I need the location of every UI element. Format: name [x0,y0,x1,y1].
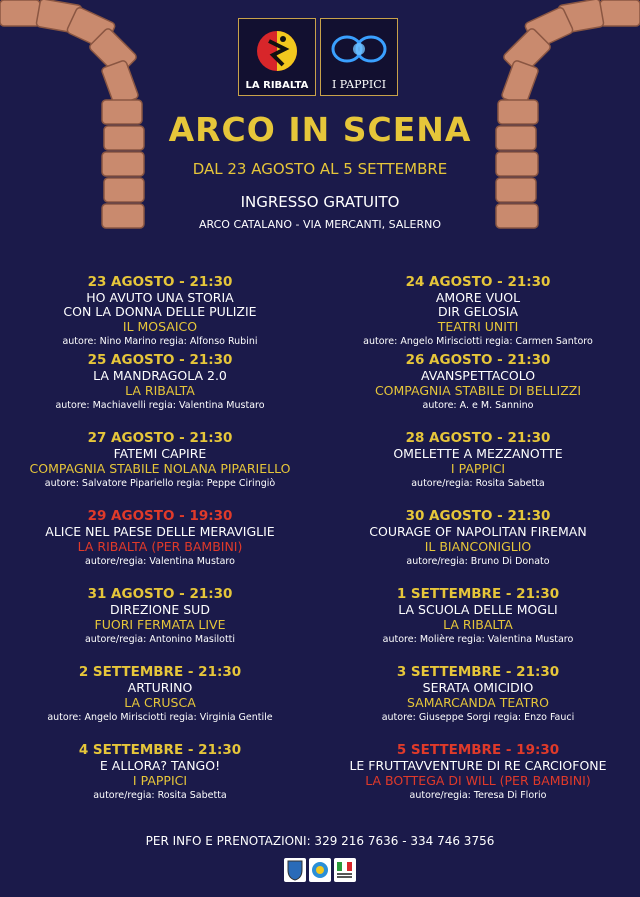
event-item [0,508,320,586]
event-company: TEATRI UNITI [437,319,519,334]
event-item [318,430,638,508]
event-company: LA RIBALTA [443,617,513,632]
i-pappici-emblem-icon [321,19,397,79]
event-item [0,742,320,820]
logo-label: I PAPPICI [331,78,387,91]
la-ribalta-emblem-icon [239,19,315,79]
event-credits: autore: Giuseppe Sorgi regia: Enzo Fauci [381,712,575,723]
festival-dates: DAL 23 AGOSTO AL 5 SETTEMBRE [192,160,448,178]
event-company: COMPAGNIA STABILE NOLANA PIPARIELLO [29,461,291,476]
event-credits: autore/regia: Bruno Di Donato [406,556,550,567]
event-credits: autore: Angelo Mirisciotti regia: Carmen Santoro [363,336,593,347]
event-title: E ALLORA? TANGO! [99,758,221,773]
event-item [0,586,320,664]
event-item [0,352,320,430]
event-title: SERATA OMICIDIO [422,680,534,695]
event-date: 27 AGOSTO - 21:30 [87,430,233,446]
event-date: 31 AGOSTO - 21:30 [87,586,233,602]
event-title: LA SCUOLA DELLE MOGLI [398,602,558,617]
schedule-right-column [318,274,638,820]
municipal-crest-icon [284,858,306,882]
event-date: 4 SETTEMBRE - 21:30 [78,742,242,758]
event-company: COMPAGNIA STABILE DI BELLIZZI [374,383,582,398]
event-credits: autore: Nino Marino regia: Alfonso Rubini [62,336,258,347]
event-title: LA MANDRAGOLA 2.0 [93,368,227,383]
event-date: 30 AGOSTO - 21:30 [405,508,551,524]
event-credits: autore: A. e M. Sannino [422,400,534,411]
event-credits: autore: Machiavelli regia: Valentina Mustaro [55,400,265,411]
event-credits: autore/regia: Teresa Di Florio [409,790,547,801]
event-item [318,352,638,430]
event-item [0,430,320,508]
event-date: 26 AGOSTO - 21:30 [405,352,551,368]
sponsor-badge-icon [309,858,331,882]
i-pappici-logo [320,18,398,96]
event-date: 1 SETTEMBRE - 21:30 [396,586,560,602]
event-title: DIREZIONE SUD [110,602,210,617]
event-title: ARTURINO [127,680,193,695]
event-credits: autore: Molière regia: Valentina Mustaro [382,634,574,645]
event-title: OMELETTE A MEZZANOTTE [393,446,563,461]
event-company: I PAPPICI [450,461,506,476]
event-title: FATEMI CAPIRE [113,446,207,461]
event-company: LA RIBALTA (PER BAMBINI) [77,539,243,554]
event-credits: autore/regia: Rosita Sabetta [93,790,227,801]
event-date: 3 SETTEMBRE - 21:30 [396,664,560,680]
event-item [318,274,638,352]
event-item [0,274,320,352]
logo-label: LA RIBALTA [245,80,309,91]
event-credits: autore/regia: Rosita Sabetta [411,478,545,489]
event-date: 29 AGOSTO - 19:30 [87,508,233,524]
event-company: LA RIBALTA [125,383,195,398]
event-title: AVANSPETTACOLO [420,368,536,383]
event-credits: autore/regia: Valentina Mustaro [85,556,235,567]
event-title: ALICE NEL PAESE DELLE MERAVIGLIE [45,524,275,539]
sponsor-flag-icon [334,858,356,882]
contact-info: PER INFO E PRENOTAZIONI: 329 216 7636 - 334 746 3756 [145,834,495,848]
event-date: 28 AGOSTO - 21:30 [405,430,551,446]
event-title: AMORE VUOL DIR GELOSIA [435,290,521,319]
event-date: 2 SETTEMBRE - 21:30 [78,664,242,680]
page-title: ARCO IN SCENA [168,110,472,149]
sponsor-logos [284,858,359,882]
event-title: HO AVUTO UNA STORIA CON LA DONNA DELLE PULIZIE [63,290,257,319]
event-credits: autore: Salvatore Pipariello regia: Peppe Ciringiò [44,478,276,489]
event-title: COURAGE OF NAPOLITAN FIREMAN [369,524,587,539]
event-company: IL MOSAICO [122,319,198,334]
event-company: FUORI FERMATA LIVE [94,617,226,632]
event-item [318,508,638,586]
event-item [318,742,638,820]
event-date: 5 SETTEMBRE - 19:30 [396,742,560,758]
event-credits: autore: Angelo Mirisciotti regia: Virginia Gentile [47,712,273,723]
event-company: IL BIANCONIGLIO [424,539,532,554]
logo-group [238,18,398,98]
entry-note: INGRESSO GRATUITO [240,193,400,211]
schedule-left-column [0,274,320,820]
event-company: LA BOTTEGA DI WILL (PER BAMBINI) [365,773,591,788]
event-item [318,586,638,664]
event-item [318,664,638,742]
venue-address: ARCO CATALANO - VIA MERCANTI, SALERNO [199,218,441,231]
event-date: 25 AGOSTO - 21:30 [87,352,233,368]
event-company: LA CRUSCA [124,695,196,710]
la-ribalta-logo [238,18,316,96]
event-company: I PAPPICI [132,773,188,788]
event-date: 23 AGOSTO - 21:30 [87,274,233,290]
event-item [0,664,320,742]
event-date: 24 AGOSTO - 21:30 [405,274,551,290]
event-title: LE FRUTTAVVENTURE DI RE CARCIOFONE [349,758,607,773]
event-company: SAMARCANDA TEATRO [407,695,549,710]
event-credits: autore/regia: Antonino Masilotti [84,634,236,645]
